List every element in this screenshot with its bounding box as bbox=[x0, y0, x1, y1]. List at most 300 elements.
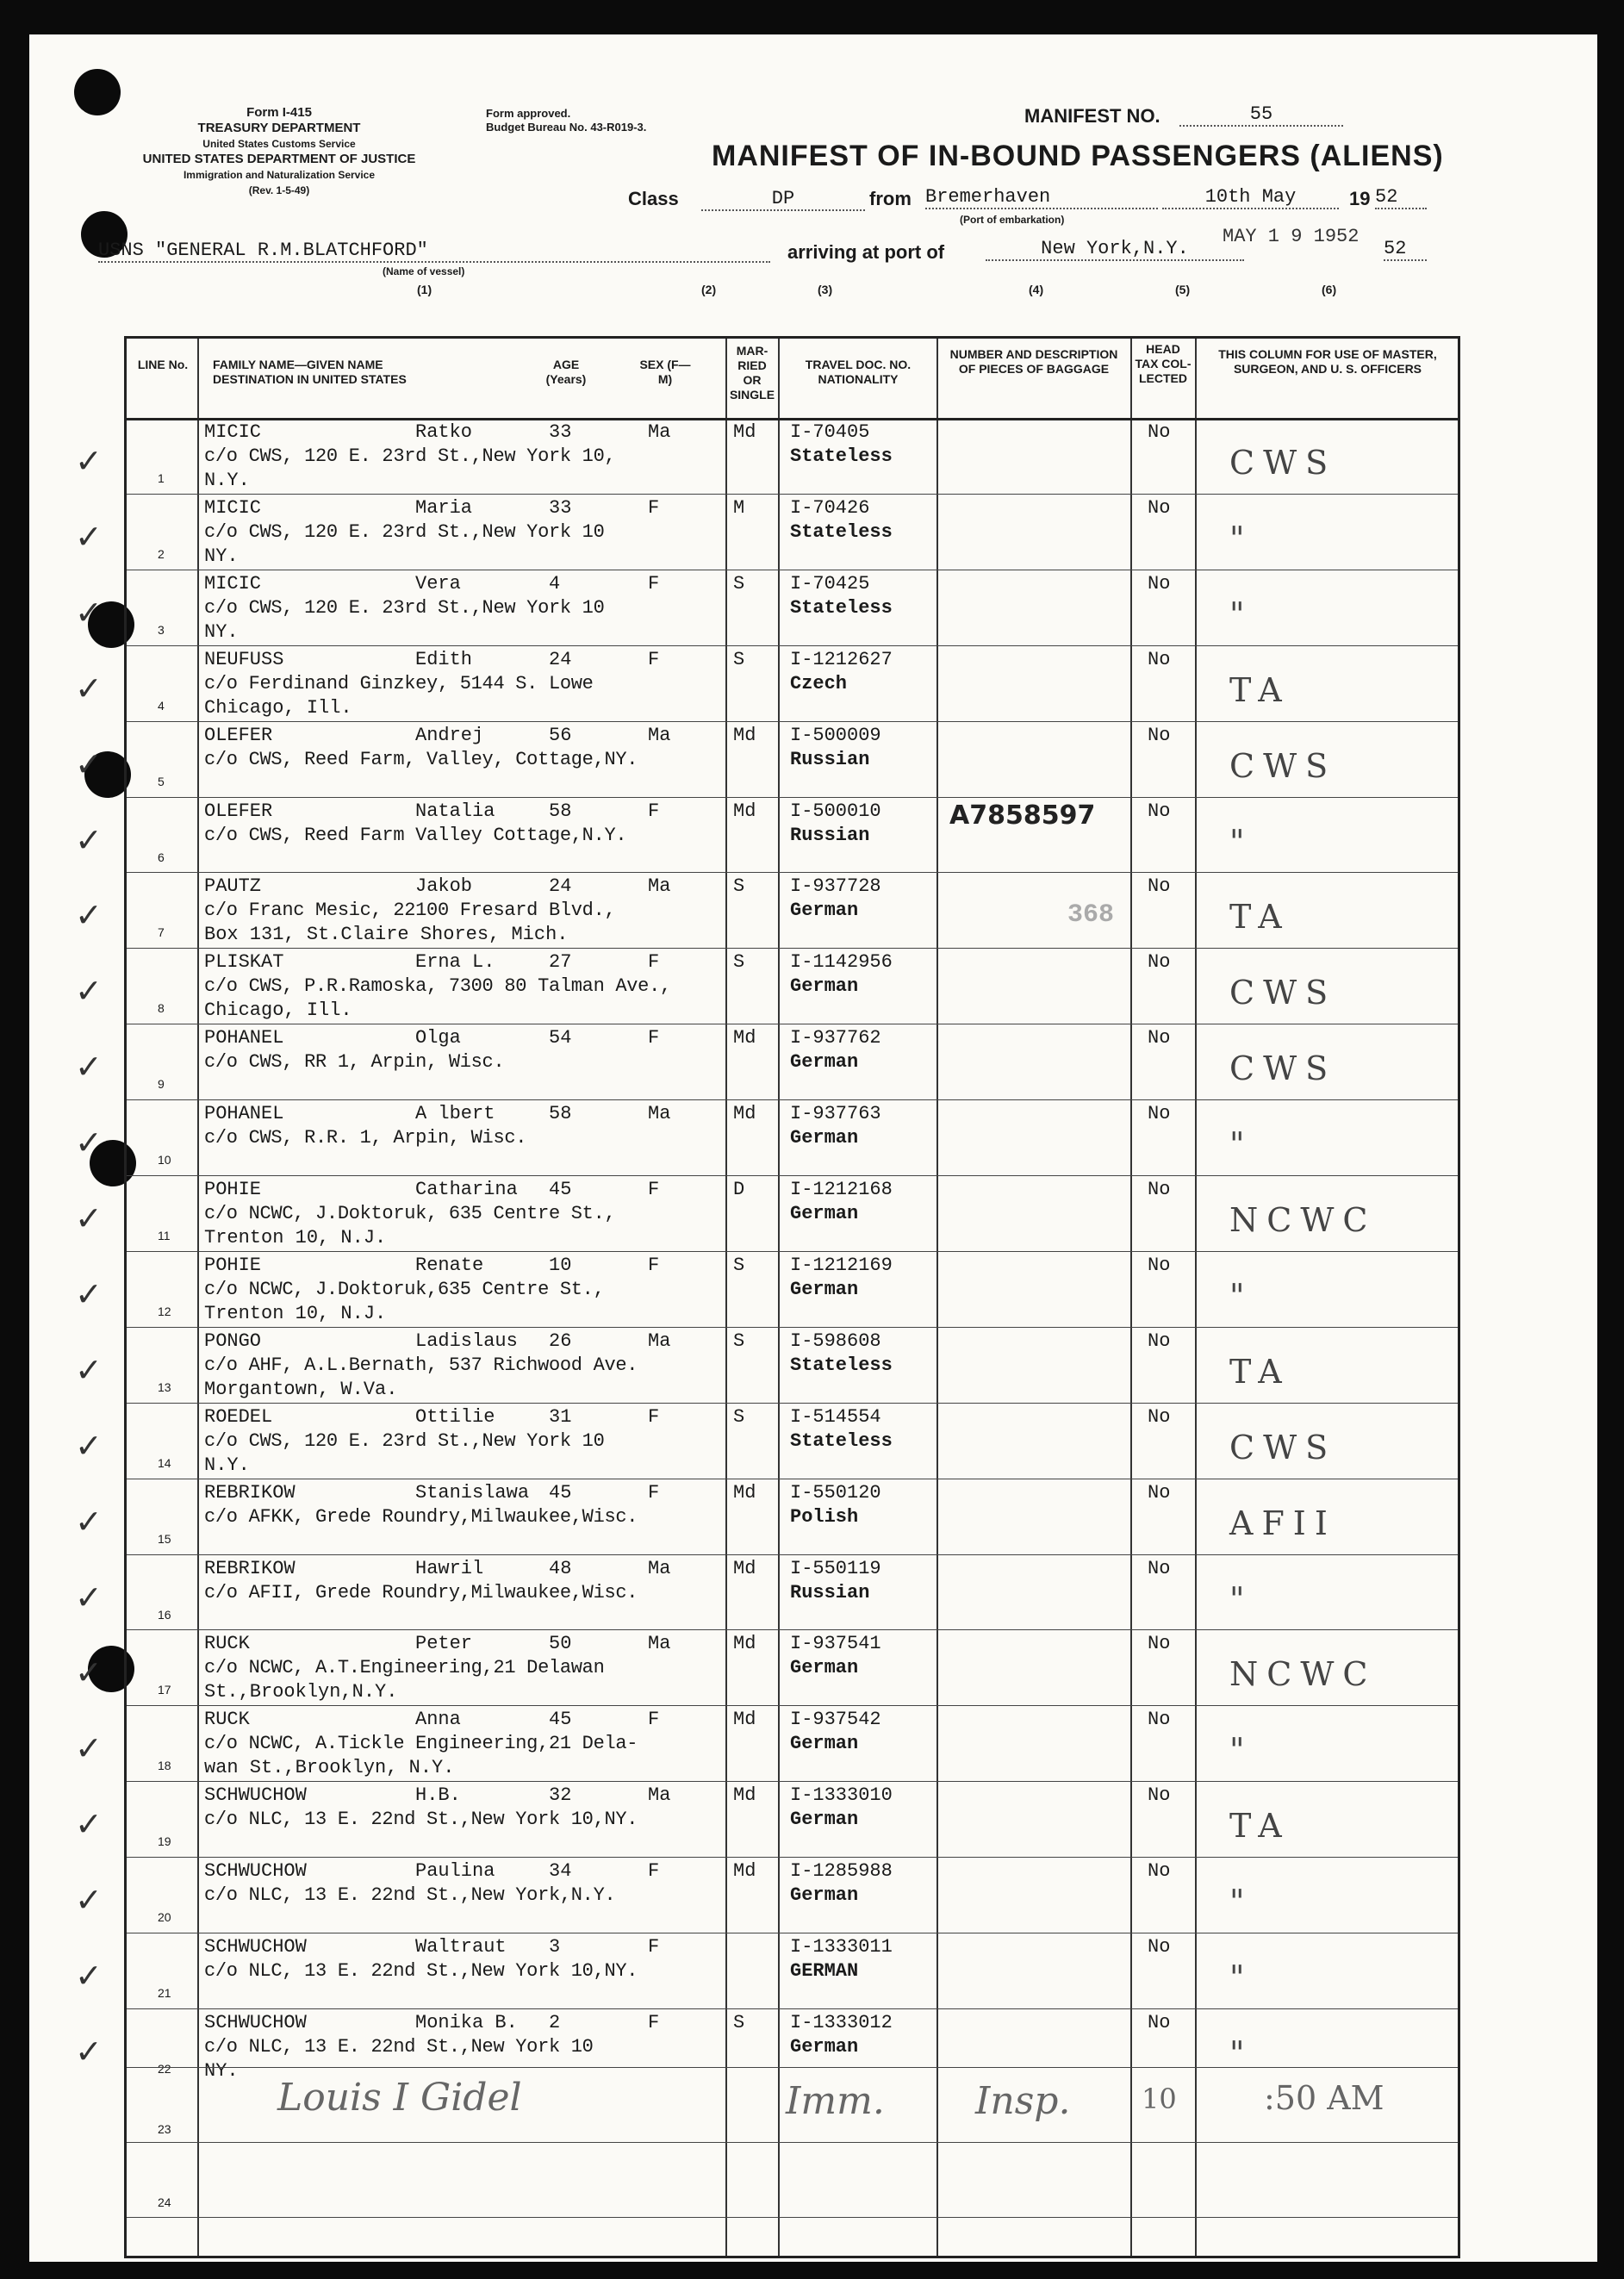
travel-doc-no: I-937541 bbox=[790, 1633, 881, 1655]
colnum-3: (3) bbox=[818, 283, 833, 296]
marital-status: Md bbox=[733, 1103, 756, 1125]
age: 32 bbox=[549, 1784, 572, 1807]
check-mark: ✓ bbox=[75, 1274, 103, 1313]
line-number: 10 bbox=[158, 1153, 171, 1168]
destination-line-2: N.Y. bbox=[204, 470, 250, 491]
check-mark: ✓ bbox=[75, 1426, 103, 1465]
head-tax: No bbox=[1148, 1784, 1171, 1807]
given-name: Vera bbox=[415, 572, 461, 595]
time-note: :50 AM bbox=[1264, 2079, 1384, 2117]
destination-line-1: c/o AFKK, Grede Roundry,Milwaukee,Wisc. bbox=[204, 1505, 638, 1528]
line-number: 11 bbox=[158, 1229, 171, 1242]
check-mark: ✓ bbox=[75, 1578, 103, 1616]
sex: Ma bbox=[648, 1103, 671, 1125]
destination-line-2: Chicago, Ill. bbox=[204, 999, 352, 1022]
marital-status: Md bbox=[733, 1557, 756, 1579]
head-tax: No bbox=[1148, 1103, 1171, 1125]
col-divider bbox=[936, 339, 938, 2256]
baggage: A7858597 bbox=[949, 800, 1096, 831]
age: 48 bbox=[549, 1557, 572, 1579]
colnum-6: (6) bbox=[1322, 283, 1337, 296]
destination-line-2: St.,Brooklyn,N.Y. bbox=[204, 1681, 398, 1703]
check-mark: ✓ bbox=[75, 1653, 103, 1692]
travel-doc-no: I-1212169 bbox=[790, 1254, 893, 1276]
nationality: German bbox=[790, 1203, 859, 1224]
row-rule bbox=[127, 1327, 1458, 1328]
travel-doc-no: I-1333010 bbox=[790, 1784, 893, 1807]
nationality: German bbox=[790, 975, 859, 998]
age: 54 bbox=[549, 1027, 572, 1049]
head-tax: No bbox=[1148, 1329, 1171, 1352]
head-tax: No bbox=[1148, 648, 1171, 670]
nationality: German bbox=[790, 1127, 859, 1149]
sex: Ma bbox=[648, 875, 671, 898]
sex: F bbox=[648, 2011, 660, 2033]
check-mark: ✓ bbox=[75, 1881, 103, 1920]
officer-note: TA bbox=[1229, 1807, 1291, 1846]
travel-doc-no: I-598608 bbox=[790, 1329, 881, 1352]
given-name: Peter bbox=[415, 1633, 473, 1655]
row-rule bbox=[127, 645, 1458, 646]
line-number: 22 bbox=[158, 2061, 171, 2076]
family-name: RUCK bbox=[204, 1633, 250, 1655]
row-rule bbox=[127, 1629, 1458, 1630]
destination-line-2: Chicago, Ill. bbox=[204, 696, 352, 719]
family-name: REBRIKOW bbox=[204, 1557, 296, 1579]
check-mark: ✓ bbox=[75, 517, 103, 556]
destination-line-1: c/o Franc Mesic, 22100 Fresard Blvd., bbox=[204, 900, 616, 922]
destination-line-2: Box 131, St.Claire Shores, Mich. bbox=[204, 924, 569, 946]
age: 2 bbox=[549, 2011, 561, 2033]
header-married: MAR-RIED OR SINGLE bbox=[729, 344, 775, 402]
head-tax: No bbox=[1148, 1254, 1171, 1276]
check-mark: ✓ bbox=[75, 744, 103, 783]
officer-note: CWS bbox=[1229, 1049, 1337, 1088]
family-name: REBRIKOW bbox=[204, 1481, 296, 1504]
given-name: Ratko bbox=[415, 421, 473, 443]
travel-doc-no: I-937728 bbox=[790, 875, 881, 898]
line-number: 21 bbox=[158, 1986, 171, 2000]
nationality: German bbox=[790, 1051, 859, 1074]
line-number: 7 bbox=[158, 925, 165, 940]
head-tax: No bbox=[1148, 496, 1171, 519]
officer-note: CWS bbox=[1229, 1428, 1337, 1466]
row-rule bbox=[127, 2217, 1458, 2218]
officer-note: " bbox=[1229, 2033, 1254, 2072]
head-tax: No bbox=[1148, 421, 1171, 443]
check-mark: ✓ bbox=[75, 669, 103, 707]
family-name: PLISKAT bbox=[204, 951, 284, 974]
travel-doc-no: I-1142956 bbox=[790, 951, 893, 974]
ins-service: Immigration and Naturalization Service bbox=[183, 169, 376, 181]
given-name: Maria bbox=[415, 496, 473, 519]
row-rule bbox=[127, 2067, 1458, 2068]
given-name: Monika B. bbox=[415, 2011, 518, 2033]
row-rule bbox=[127, 1099, 1458, 1100]
destination-line-1: c/o CWS, 120 E. 23rd St.,New York 10 bbox=[204, 1429, 605, 1452]
given-name: Catharina bbox=[415, 1179, 518, 1200]
head-tax: No bbox=[1148, 1860, 1171, 1883]
marital-status: Md bbox=[733, 421, 756, 443]
nationality: Russian bbox=[790, 824, 870, 846]
sex: F bbox=[648, 496, 660, 519]
officer-note: AFII bbox=[1229, 1504, 1336, 1542]
line-number: 16 bbox=[158, 1607, 171, 1622]
family-name: RUCK bbox=[204, 1709, 250, 1731]
destination-line-1: c/o Ferdinand Ginzkey, 5144 S. Lowe bbox=[204, 672, 594, 694]
destination-line-2: NY. bbox=[204, 545, 239, 567]
family-name: PAUTZ bbox=[204, 875, 262, 898]
budget-text: Budget Bureau No. 43-R019-3. bbox=[486, 121, 647, 134]
head-tax: No bbox=[1148, 1557, 1171, 1579]
travel-doc-no: I-514554 bbox=[790, 1405, 881, 1428]
marital-status: Md bbox=[733, 1633, 756, 1655]
approved-text: Form approved. bbox=[486, 107, 571, 120]
header-line: LINE No. bbox=[137, 358, 189, 371]
destination-line-2: N.Y. bbox=[204, 1454, 250, 1476]
row-rule bbox=[127, 2142, 1458, 2143]
nationality: GERMAN bbox=[790, 1960, 859, 1982]
sex: F bbox=[648, 1027, 660, 1049]
age: 56 bbox=[549, 724, 572, 746]
col-divider bbox=[778, 339, 780, 2256]
travel-doc-no: I-500009 bbox=[790, 724, 881, 746]
line-number: 9 bbox=[158, 1077, 165, 1092]
row-rule bbox=[127, 1403, 1458, 1404]
head-tax: No bbox=[1148, 1936, 1171, 1958]
head-tax: No bbox=[1148, 1405, 1171, 1428]
nationality: German bbox=[790, 1278, 859, 1300]
header-travel: TRAVEL DOC. NO. NATIONALITY bbox=[805, 358, 912, 386]
destination-line-1: c/o CWS, Reed Farm Valley Cottage,N.Y. bbox=[204, 824, 627, 846]
marital-status: Md bbox=[733, 1027, 756, 1049]
sex: Ma bbox=[648, 1784, 671, 1807]
marital-status: S bbox=[733, 875, 745, 898]
vessel-label: (Name of vessel) bbox=[383, 265, 465, 277]
marital-status: Md bbox=[733, 1860, 756, 1883]
marital-status: Md bbox=[733, 724, 756, 746]
family-name: OLEFER bbox=[204, 724, 273, 746]
nationality: Stateless bbox=[790, 520, 893, 543]
officer-note: " bbox=[1229, 1579, 1254, 1618]
given-name: Stanislawa bbox=[415, 1481, 530, 1504]
officer-note: " bbox=[1229, 1276, 1254, 1315]
sex: F bbox=[648, 800, 660, 822]
travel-doc-no: I-70405 bbox=[790, 421, 870, 443]
destination-line-1: c/o NCWC, J.Doktoruk,635 Centre St., bbox=[204, 1278, 605, 1300]
age: 33 bbox=[549, 421, 572, 443]
line-number: 18 bbox=[158, 1759, 171, 1773]
header-sex: SEX (F—M) bbox=[639, 358, 691, 386]
family-name: POHANEL bbox=[204, 1103, 284, 1125]
check-mark: ✓ bbox=[75, 1502, 103, 1541]
line-number: 12 bbox=[158, 1304, 171, 1318]
line-number: 8 bbox=[158, 1001, 165, 1016]
destination-line-1: c/o CWS, Reed Farm, Valley, Cottage,NY. bbox=[204, 748, 638, 770]
sex: F bbox=[648, 1860, 660, 1883]
given-name: Jakob bbox=[415, 875, 473, 898]
head-tax: No bbox=[1148, 724, 1171, 746]
row-rule bbox=[127, 721, 1458, 722]
sex: F bbox=[648, 1936, 660, 1958]
punch-hole bbox=[74, 69, 121, 115]
family-name: ROEDEL bbox=[204, 1405, 273, 1428]
row-rule bbox=[127, 1705, 1458, 1706]
age: 50 bbox=[549, 1633, 572, 1655]
officer-note: " bbox=[1229, 1731, 1254, 1770]
colnum-1: (1) bbox=[417, 283, 432, 296]
destination-line-2: NY. bbox=[204, 620, 239, 643]
arrival-stamp: MAY 1 9 1952 bbox=[1223, 226, 1360, 247]
destination-line-1: c/o AFII, Grede Roundry,Milwaukee,Wisc. bbox=[204, 1581, 638, 1603]
head-tax: No bbox=[1148, 875, 1171, 898]
line-number: 2 bbox=[158, 546, 165, 561]
family-name: POHANEL bbox=[204, 1027, 284, 1049]
marital-status: S bbox=[733, 951, 745, 974]
marital-status: D bbox=[733, 1179, 745, 1200]
nationality: German bbox=[790, 1657, 859, 1679]
row-rule bbox=[127, 1857, 1458, 1858]
form-header-left bbox=[141, 105, 417, 198]
check-mark: ✓ bbox=[75, 896, 103, 935]
given-name: Waltraut bbox=[415, 1936, 507, 1958]
family-name: MICIC bbox=[204, 496, 262, 519]
destination-line-1: c/o CWS, 120 E. 23rd St.,New York 10 bbox=[204, 520, 605, 543]
marital-status: Md bbox=[733, 1709, 756, 1731]
destination-line-1: c/o CWS, RR 1, Arpin, Wisc. bbox=[204, 1051, 505, 1074]
form-approval bbox=[486, 107, 646, 134]
check-mark: ✓ bbox=[75, 820, 103, 859]
destination-line-1: c/o NCWC, J.Doktoruk, 635 Centre St., bbox=[204, 1203, 616, 1224]
age: 45 bbox=[549, 1481, 572, 1504]
line-number: 17 bbox=[158, 1683, 171, 1697]
year-value: 52 bbox=[1375, 186, 1427, 209]
age: 45 bbox=[549, 1179, 572, 1200]
check-mark: ✓ bbox=[75, 2032, 103, 2070]
inspector-title-2: Insp. bbox=[975, 2079, 1071, 2123]
travel-doc-no: I-1333011 bbox=[790, 1936, 893, 1958]
from-label: from bbox=[869, 188, 912, 209]
row-rule bbox=[127, 2008, 1458, 2009]
age: 58 bbox=[549, 1103, 572, 1125]
sex: F bbox=[648, 1179, 660, 1200]
nationality: German bbox=[790, 1809, 859, 1831]
year-prefix: 19 bbox=[1349, 188, 1371, 209]
sex: F bbox=[648, 951, 660, 974]
destination-line-2: Morgantown, W.Va. bbox=[204, 1378, 398, 1400]
officer-note: TA bbox=[1229, 1352, 1291, 1391]
manifest-sheet bbox=[29, 34, 1597, 2262]
head-tax: No bbox=[1148, 1179, 1171, 1200]
age: 34 bbox=[549, 1860, 572, 1883]
treasury-dept: TREASURY DEPARTMENT bbox=[197, 121, 361, 135]
travel-doc-no: I-70425 bbox=[790, 572, 870, 595]
port-embark-label: (Port of embarkation) bbox=[960, 214, 1065, 226]
nationality: Russian bbox=[790, 748, 870, 770]
nationality: Stateless bbox=[790, 445, 893, 467]
check-mark: ✓ bbox=[75, 1957, 103, 1995]
sex: F bbox=[648, 1254, 660, 1276]
destination-line-2: Trenton 10, N.J. bbox=[204, 1302, 387, 1324]
row-rule bbox=[127, 494, 1458, 495]
line-number: 13 bbox=[158, 1379, 171, 1394]
row-rule bbox=[127, 797, 1458, 798]
travel-doc-no: I-1285988 bbox=[790, 1860, 893, 1883]
travel-doc-no: I-937762 bbox=[790, 1027, 881, 1049]
page-title: MANIFEST OF IN-BOUND PASSENGERS (ALIENS) bbox=[712, 140, 1444, 172]
family-name: MICIC bbox=[204, 421, 262, 443]
destination-line-1: c/o NLC, 13 E. 22nd St.,New York 10,NY. bbox=[204, 1960, 638, 1982]
age: 27 bbox=[549, 951, 572, 974]
colnum-2: (2) bbox=[701, 283, 717, 296]
line-number: 14 bbox=[158, 1455, 171, 1470]
given-name: Hawril bbox=[415, 1557, 484, 1579]
head-tax: No bbox=[1148, 1481, 1171, 1504]
row-rule bbox=[127, 1251, 1458, 1252]
header-baggage: NUMBER AND DESCRIPTION OF PIECES OF BAGGAGE bbox=[949, 347, 1118, 376]
col-divider bbox=[725, 339, 727, 2256]
line-number: 3 bbox=[158, 622, 165, 637]
officer-note: CWS bbox=[1229, 974, 1337, 1012]
check-mark: ✓ bbox=[75, 1124, 103, 1162]
nationality: German bbox=[790, 1733, 859, 1755]
sex: F bbox=[648, 1709, 660, 1731]
line-number: 20 bbox=[158, 1910, 171, 1925]
check-mark: ✓ bbox=[75, 1199, 103, 1237]
marital-status: Md bbox=[733, 1481, 756, 1504]
officer-note: " bbox=[1229, 1883, 1254, 1921]
officer-note: " bbox=[1229, 1125, 1254, 1164]
given-name: Anna bbox=[415, 1709, 461, 1731]
sex: Ma bbox=[648, 724, 671, 746]
family-name: SCHWUCHOW bbox=[204, 1860, 307, 1883]
family-name: NEUFUSS bbox=[204, 648, 284, 670]
age: 10 bbox=[549, 1254, 572, 1276]
given-name: Ottilie bbox=[415, 1405, 495, 1428]
destination-line-1: c/o CWS, 120 E. 23rd St.,New York 10, bbox=[204, 445, 616, 467]
arriving-label: arriving at port of bbox=[787, 241, 945, 263]
count-note: 10 bbox=[1142, 2083, 1177, 2115]
travel-doc-no: I-550119 bbox=[790, 1557, 881, 1579]
marital-status: S bbox=[733, 1254, 745, 1276]
destination-line-2: Trenton 10, N.J. bbox=[204, 1227, 387, 1248]
given-name: Natalia bbox=[415, 800, 495, 822]
row-rule bbox=[127, 872, 1458, 873]
marital-status: M bbox=[733, 496, 745, 519]
given-name: Renate bbox=[415, 1254, 484, 1276]
destination-line-1: c/o CWS, 120 E. 23rd St.,New York 10 bbox=[204, 596, 605, 619]
from-value: Bremerhaven bbox=[925, 186, 1158, 209]
manifest-no-value: 55 bbox=[1179, 103, 1343, 127]
sex: F bbox=[648, 648, 660, 670]
line-number: 4 bbox=[158, 698, 165, 713]
marital-status: S bbox=[733, 1405, 745, 1428]
marital-status: S bbox=[733, 572, 745, 595]
officer-note: " bbox=[1229, 1958, 1254, 1996]
officer-note: TA bbox=[1229, 670, 1291, 709]
arrival-year: 52 bbox=[1384, 238, 1427, 261]
form-number: Form I-415 bbox=[246, 105, 312, 120]
officer-note: TA bbox=[1229, 898, 1291, 937]
marital-status: S bbox=[733, 648, 745, 670]
manifest-no-label: MANIFEST NO. bbox=[1024, 105, 1160, 127]
nationality: Czech bbox=[790, 672, 848, 694]
family-name: POHIE bbox=[204, 1254, 262, 1276]
given-name: H.B. bbox=[415, 1784, 461, 1807]
revision: (Rev. 1-5-49) bbox=[248, 184, 310, 196]
travel-doc-no: I-1333012 bbox=[790, 2011, 893, 2033]
col-divider bbox=[1130, 339, 1132, 2256]
nationality: German bbox=[790, 2035, 859, 2058]
head-tax: No bbox=[1148, 2011, 1171, 2033]
age: 24 bbox=[549, 875, 572, 898]
nationality: Stateless bbox=[790, 1354, 893, 1376]
marital-status: S bbox=[733, 1329, 745, 1352]
destination-line-1: c/o NCWC, A.T.Engineering,21 Delawan bbox=[204, 1657, 605, 1679]
head-tax: No bbox=[1148, 951, 1171, 974]
colnum-4: (4) bbox=[1029, 283, 1044, 296]
given-name: Olga bbox=[415, 1027, 461, 1049]
travel-doc-no: I-1212168 bbox=[790, 1179, 893, 1200]
officer-note: CWS bbox=[1229, 746, 1337, 785]
officer-note: " bbox=[1229, 595, 1254, 633]
destination-line-1: c/o AHF, A.L.Bernath, 537 Richwood Ave. bbox=[204, 1354, 638, 1376]
family-name: OLEFER bbox=[204, 800, 273, 822]
age: 3 bbox=[549, 1936, 561, 1958]
travel-doc-no: I-70426 bbox=[790, 496, 870, 519]
check-mark: ✓ bbox=[75, 1805, 103, 1844]
head-tax: No bbox=[1148, 1027, 1171, 1049]
given-name: Andrej bbox=[415, 724, 484, 746]
manifest-table bbox=[75, 336, 1460, 2258]
age: 31 bbox=[549, 1405, 572, 1428]
family-name: MICIC bbox=[204, 572, 262, 595]
given-name: Ladislaus bbox=[415, 1329, 518, 1352]
travel-doc-no: I-937542 bbox=[790, 1709, 881, 1731]
row-rule bbox=[127, 1781, 1458, 1782]
line-number: 24 bbox=[158, 2195, 171, 2209]
family-name: SCHWUCHOW bbox=[204, 2011, 307, 2033]
header-age: AGE (Years) bbox=[545, 358, 587, 386]
row-rule bbox=[127, 1554, 1458, 1555]
sex: F bbox=[648, 1405, 660, 1428]
officer-note: " bbox=[1229, 519, 1254, 557]
given-name: Paulina bbox=[415, 1860, 495, 1883]
col-divider bbox=[197, 339, 199, 2256]
age: 45 bbox=[549, 1709, 572, 1731]
check-mark: ✓ bbox=[75, 1350, 103, 1389]
travel-doc-no: I-1212627 bbox=[790, 648, 893, 670]
given-name: Erna L. bbox=[415, 951, 495, 974]
sex: Ma bbox=[648, 1633, 671, 1655]
travel-doc-no: I-550120 bbox=[790, 1481, 881, 1504]
sex: Ma bbox=[648, 1329, 671, 1352]
officer-note: NCWC bbox=[1229, 1201, 1377, 1239]
sex: F bbox=[648, 572, 660, 595]
header-name: FAMILY NAME—GIVEN NAME DESTINATION IN UNITED STATES bbox=[213, 358, 407, 386]
header-officers: THIS COLUMN FOR USE OF MASTER, SURGEON, AND U. S. OFFICERS bbox=[1218, 347, 1437, 376]
line-number: 5 bbox=[158, 774, 165, 788]
check-mark: ✓ bbox=[75, 442, 103, 480]
sheet-number-stamp: 368 bbox=[1067, 900, 1115, 930]
head-tax: No bbox=[1148, 800, 1171, 822]
destination-line-2: NY. bbox=[204, 2059, 239, 2082]
check-mark: ✓ bbox=[75, 1048, 103, 1087]
marital-status: Md bbox=[733, 1784, 756, 1807]
colnum-5: (5) bbox=[1175, 283, 1191, 296]
line-number: 1 bbox=[158, 471, 165, 485]
col-divider bbox=[1195, 339, 1197, 2256]
